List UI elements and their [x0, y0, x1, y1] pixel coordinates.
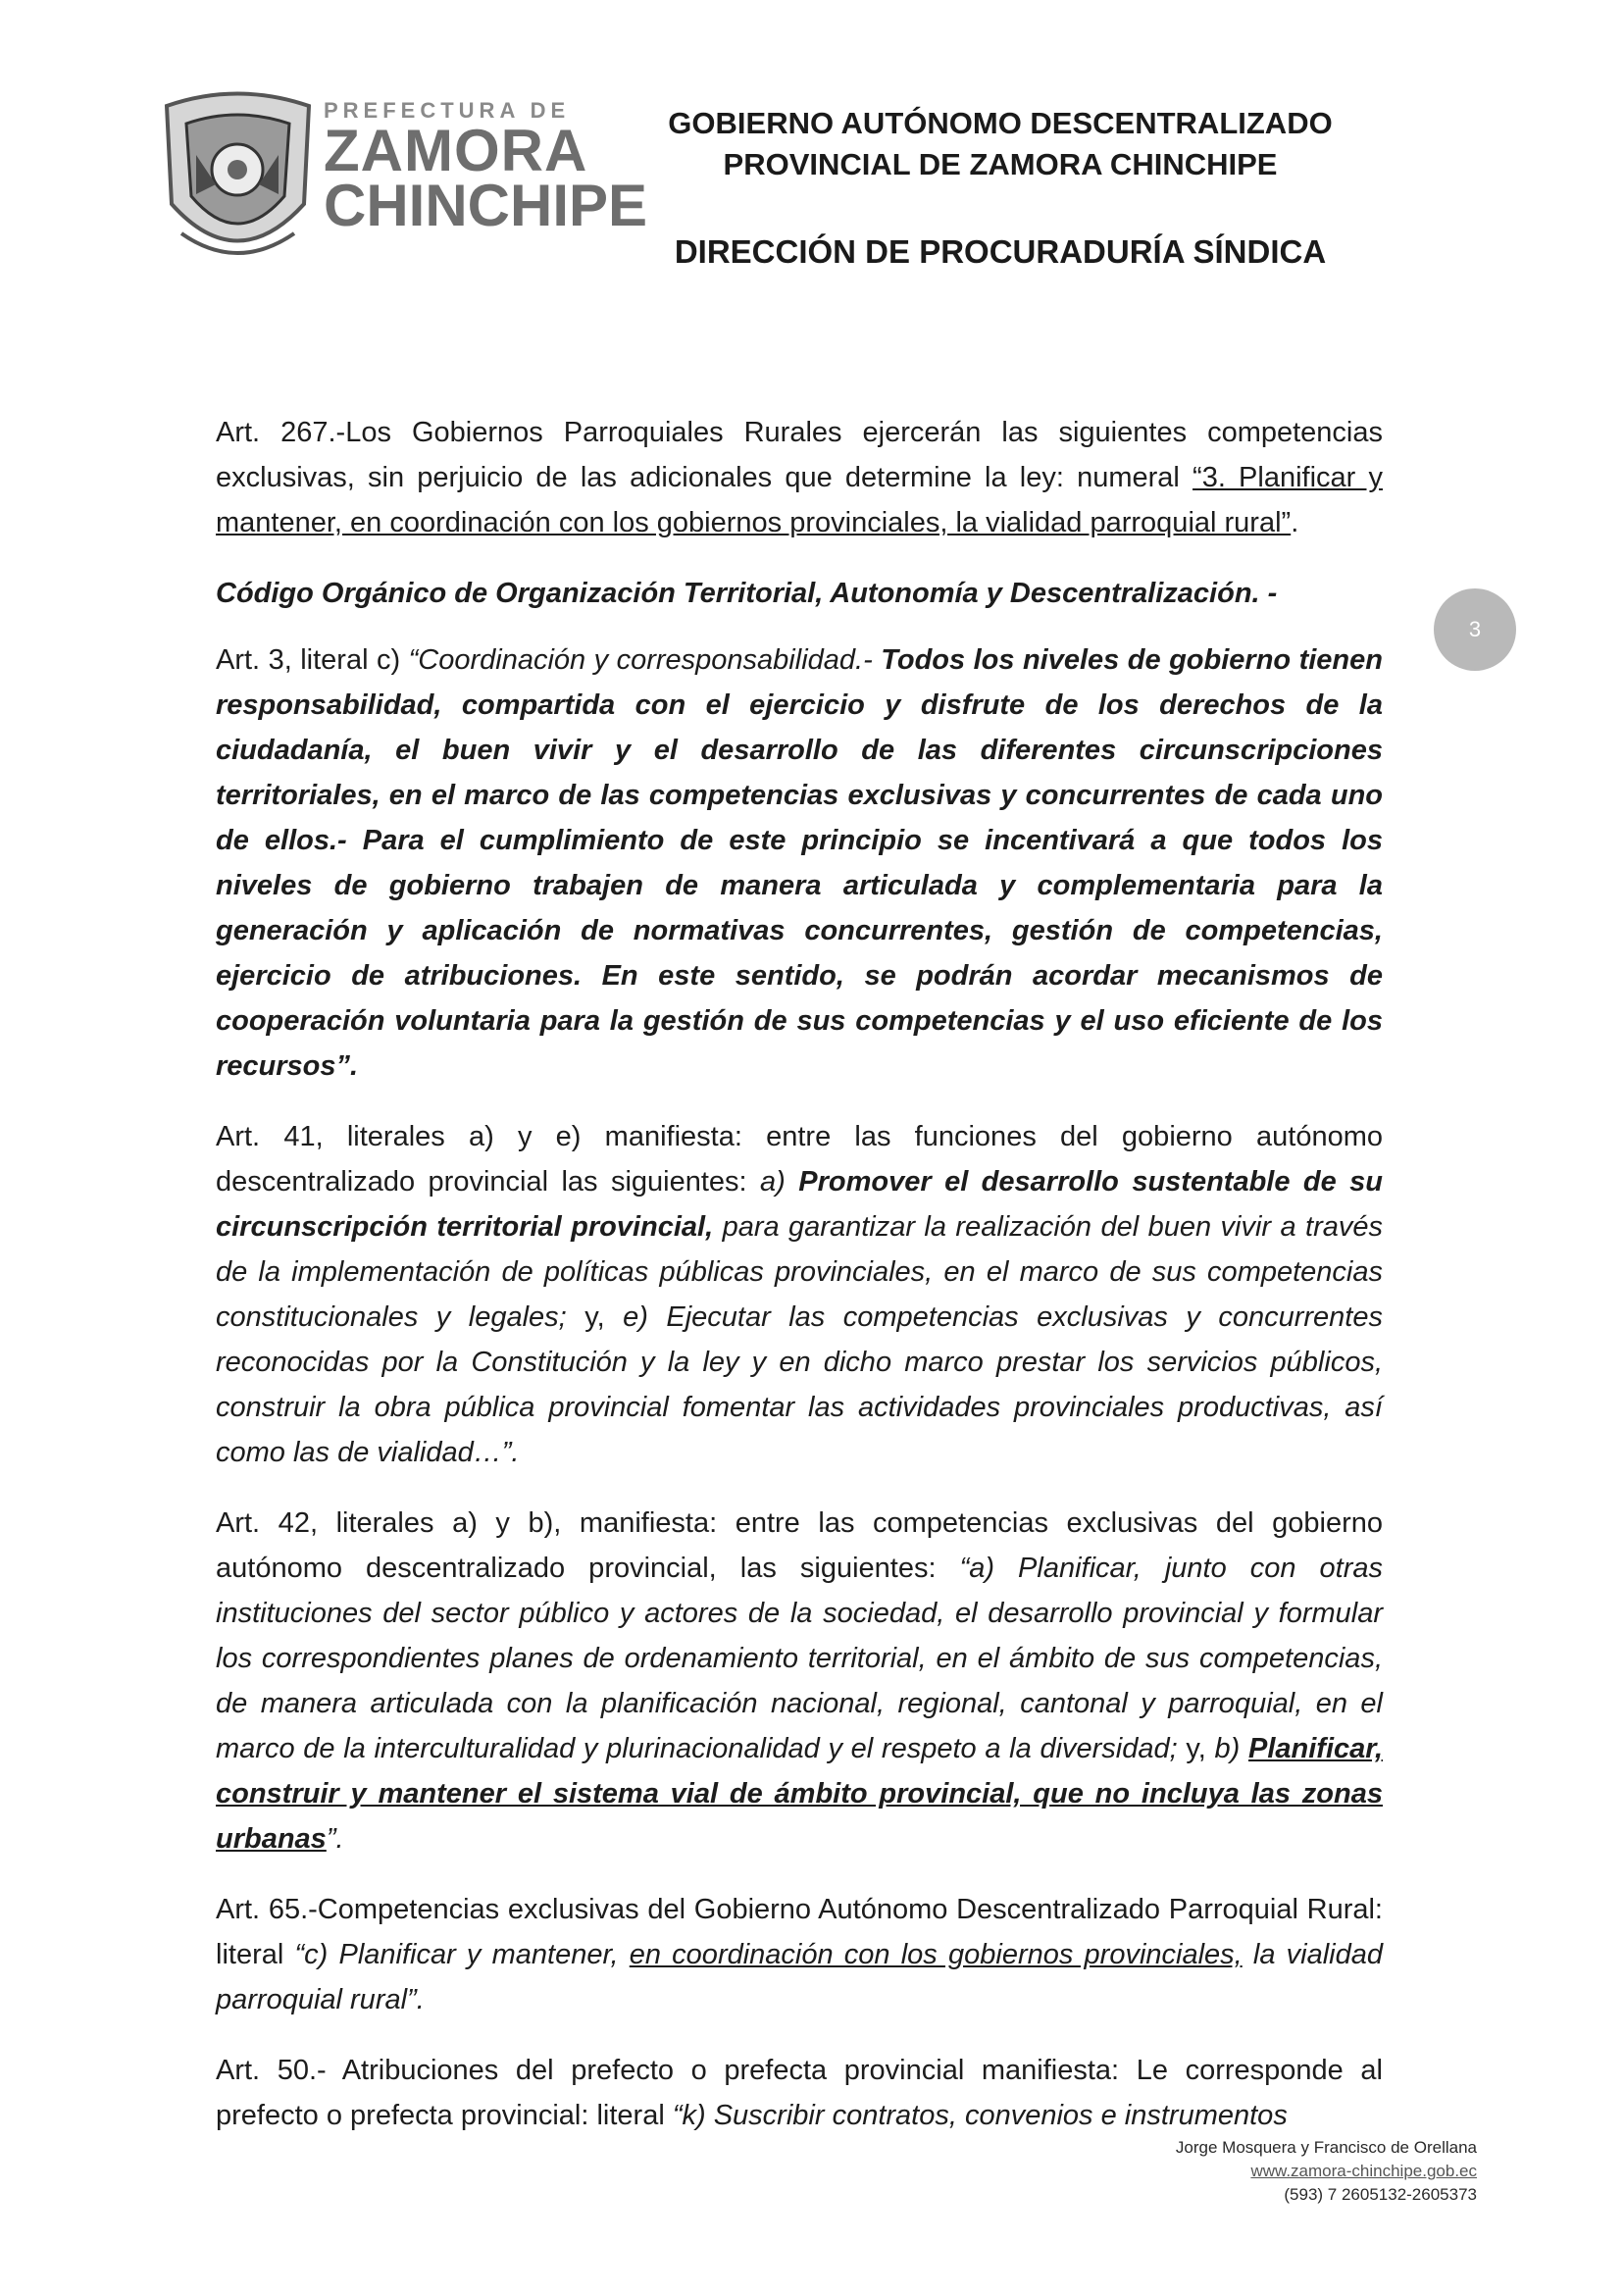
header-direccion: DIRECCIÓN DE PROCURADURÍA SÍNDICA — [674, 233, 1327, 270]
art-267-quote: “3. Planificar y mantener, en coordinación con los gobiernos provinciales, la vialidad parroquial rural” — [216, 462, 1383, 538]
footer — [1176, 2136, 1477, 2207]
header-line-2: PROVINCIAL DE ZAMORA CHINCHIPE — [723, 147, 1278, 181]
document-body — [216, 410, 1383, 2164]
paragraph-art-42: Art. 42, literales a) y b), manifiesta: entre las competencias exclusivas del gobierno autónomo descentralizado provincial, las siguientes: “a) Planificar, junto con otras instituciones del sector público y actores de la sociedad, el desarrollo provincial y formular los correspondientes planes de ordenamiento territorial, en el ámbito de sus competencias, de manera articulada con la planificación nacional, regional, cantonal y parroquial, en el marco de la interculturalidad y plurinacionalidad y el respeto a la diversidad; y, b) Planificar, construir y mantener el sistema vial de ámbito provincial, que no incluya las zonas urbanas”. — [216, 1507, 1384, 1855]
footer-phone: (593) 7 2605132-2605373 — [1284, 2185, 1477, 2204]
art-65-underlined: en coordinación con los gobiernos provinciales, — [629, 1939, 1243, 1970]
logo-chinchipe: CHINCHIPE — [324, 173, 648, 238]
logo-zamora: ZAMORA — [324, 118, 588, 183]
paragraph-art-41: Art. 41, literales a) y e) manifiesta: entre las funciones del gobierno autónomo descentralizado provincial las siguientes: a) Promover el desarrollo sustentable de su circunscripción territorial provincial, para garantizar la realización del buen vivir a través de la implementación de políticas públicas provinciales, en el marco de sus competencias constitucionales y legales; y, e) Ejecutar las competencias exclusivas y concurrentes reconocidas por la Constitución y la ley y en dicho marco prestar los servicios públicos, construir la obra pública provincial fomentar las actividades provinciales productivas, así como las de vialidad…”. — [216, 1121, 1384, 1468]
paragraph-art-50: Art. 50.- Atribuciones del prefecto o prefecta provincial manifiesta: Le corresponde al prefecto o prefecta provincial: literal “k) Suscribir contratos, convenios e instrumentos — [216, 2055, 1383, 2131]
paragraph-art-3: Art. 3, literal c) “Coordinación y corresponsabilidad.- Todos los niveles de gobierno tienen responsabilidad, compartida con el ejercicio y disfrute de los derechos de la ciudadanía, el buen vivir y el desarrollo de las diferentes circunscripciones territoriales, en el marco de las competencias exclusivas y concurrentes de cada uno de ellos.- Para el cumplimiento de este principio se incentivará a que todos los niveles de gobierno trabajen de manera articulada y complementaria para la generación y aplicación de normativas concurrentes, gestión de competencias, ejercicio de atribuciones. En este sentido, se podrán acordar mecanismos de cooperación voluntaria para la gestión de sus competencias y el uso eficiente de los recursos”. — [216, 644, 1383, 1082]
codigo-title: Código Orgánico de Organización Territorial, Autonomía y Descentralización. - — [216, 578, 1278, 609]
art-42-b-quote: Planificar, construir y mantener el sistema vial de ámbito provincial, que no incluya las zonas urbanas — [216, 1733, 1383, 1855]
header-line-1: GOBIERNO AUTÓNOMO DESCENTRALIZADO — [668, 106, 1333, 140]
logo-prefix: PREFECTURA DE — [324, 98, 571, 123]
paragraph-art-65: Art. 65.-Competencias exclusivas del Gobierno Autónomo Descentralizado Parroquial Rural: literal “c) Planificar y mantener, en coordinación con los gobiernos provinciales, la vialidad parroquial rural”. — [216, 1894, 1383, 2015]
logo-wordmark — [324, 98, 648, 238]
page-number-badge: 3 — [1434, 588, 1516, 671]
footer-address: Jorge Mosquera y Francisco de Orellana — [1175, 2138, 1477, 2157]
footer-website-link[interactable]: www.zamora-chinchipe.gob.ec — [1250, 2162, 1477, 2180]
logo — [157, 86, 648, 282]
shield-emblem-icon — [157, 86, 319, 282]
paragraph-art-267: Art. 267.-Los Gobiernos Parroquiales Rurales ejercerán las siguientes competencias exclusivas, sin perjuicio de las adicionales que determine la ley: numeral “3. Planificar y mantener, en coordinación con los gobiernos provinciales, la vialidad parroquial rural”. — [216, 417, 1383, 538]
